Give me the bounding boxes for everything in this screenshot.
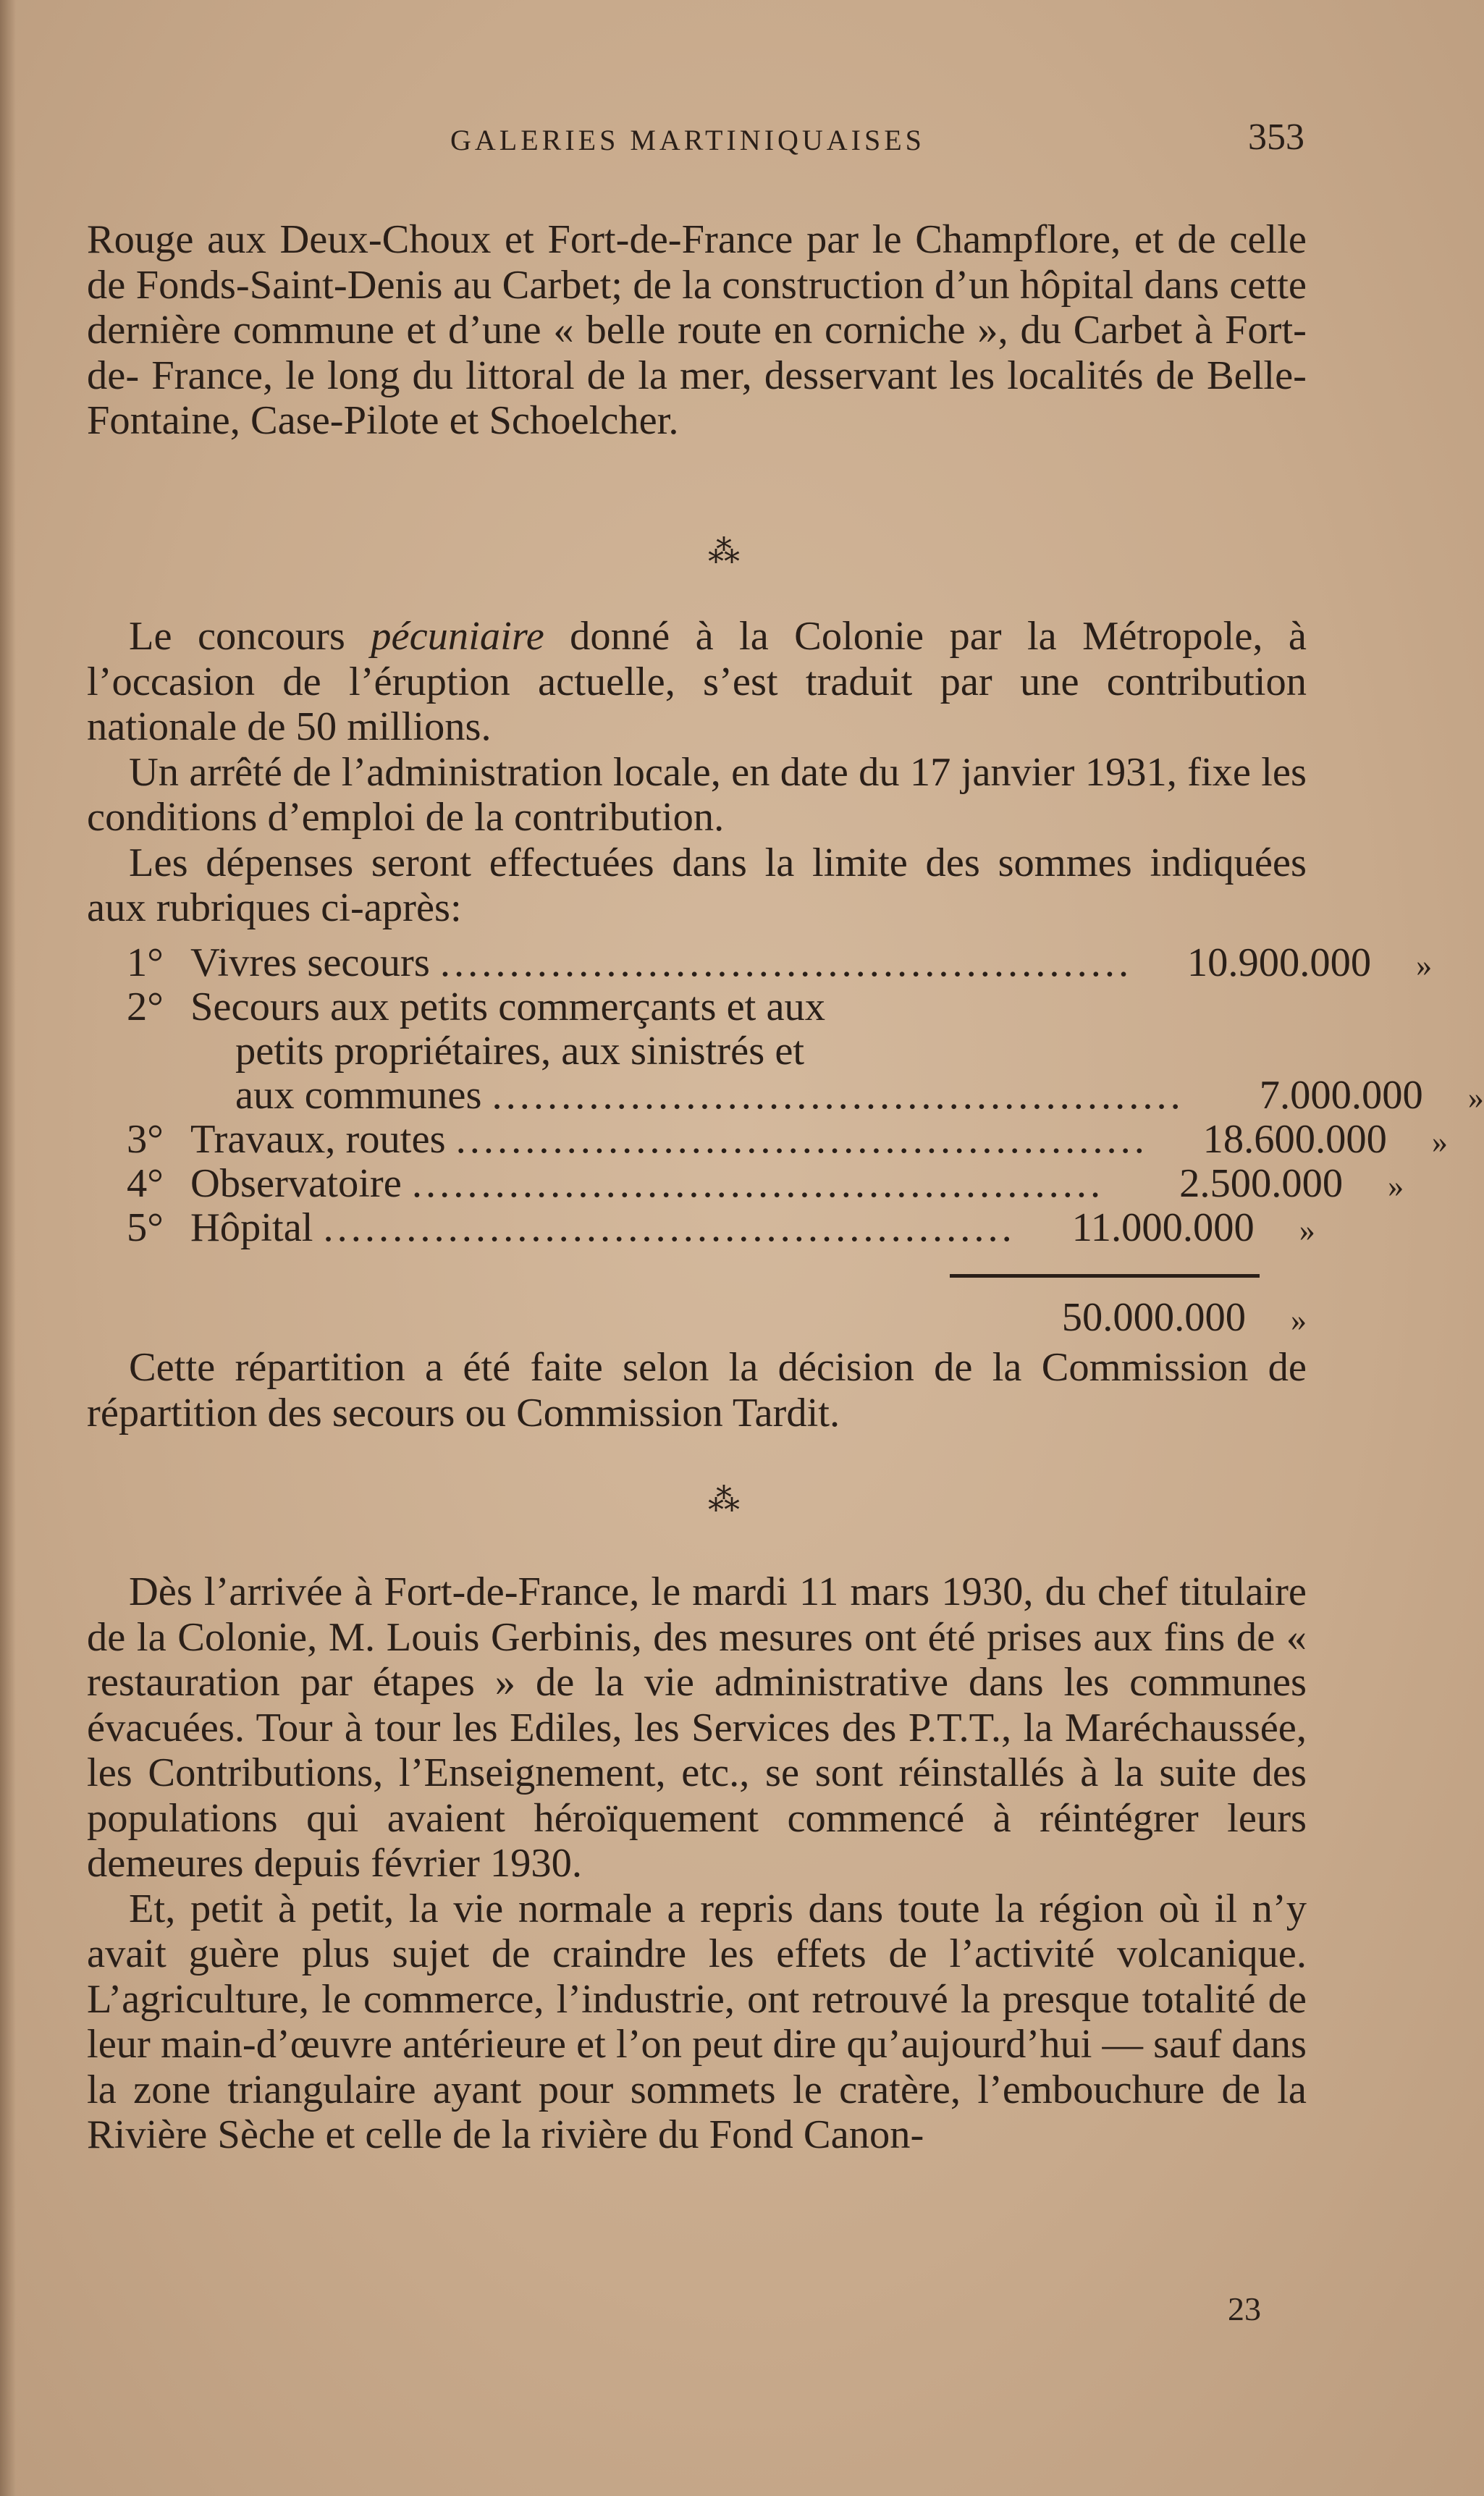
total-row bbox=[127, 1296, 1307, 1340]
item-amount: 11.000.000 bbox=[1071, 1205, 1255, 1250]
total-amount: 50.000.000 bbox=[1061, 1295, 1246, 1340]
page-edge-shadow bbox=[0, 0, 16, 2496]
list-item-continuation bbox=[127, 1029, 1307, 1074]
item-label: Hôpital bbox=[190, 1205, 313, 1250]
item-number: 4° bbox=[127, 1161, 164, 1206]
item-number: 1° bbox=[127, 940, 164, 985]
item-label-continued: petits propriétaires, aux sinistrés et bbox=[235, 1029, 805, 1074]
paragraph-2-emphasis: pécuniaire bbox=[371, 614, 544, 659]
item-amount: 2.500.000 bbox=[1179, 1161, 1344, 1206]
paragraph-4-text: Les dépenses seront effectuées dans la limite des sommes indiquées aux rubriques ci-après: bbox=[87, 840, 1307, 930]
item-amount: 7.000.000 bbox=[1259, 1073, 1423, 1118]
paragraph-5-text: Cette répartition a été faite selon la décision de la Commission de répartition des secours ou Commission Tardit. bbox=[87, 1345, 1307, 1435]
paragraph-3-text: Un arrêté de l’administration locale, en date du 17 janvier 1931, fixe les conditions d’emploi de la contribution. bbox=[87, 749, 1307, 840]
paragraph-1 bbox=[87, 217, 1307, 444]
ditto-mark: » bbox=[1299, 1213, 1315, 1248]
list-item bbox=[127, 1161, 1404, 1206]
item-number: 2° bbox=[127, 985, 164, 1029]
item-label: Secours aux petits commerçants et aux bbox=[190, 985, 826, 1029]
total-line bbox=[127, 1296, 1307, 1340]
item-label: Travaux, routes bbox=[190, 1117, 446, 1162]
paragraph-6-text: Dès l’arrivée à Fort-de-France, le mardi 11 mars 1930, du chef titulaire de la Colonie, M. Louis Gerbinis, des mesures ont été prises aux fins de « restauration par étapes » de la vie administrative dans les communes évacuées. Tour à tour les Ediles, les Services des P.T.T., la Maréchaussée, les Contributions, l’Enseignement, etc., se sont réinstallés à la suite des populations qui avaient héroïquement commencé à réintégrer leurs demeures depuis février 1930. bbox=[87, 1569, 1307, 1886]
dot-leader: .................................................. bbox=[323, 1205, 1016, 1250]
item-amount: 18.600.000 bbox=[1202, 1117, 1387, 1162]
list-item-continuation bbox=[127, 1073, 1484, 1118]
list-item bbox=[127, 985, 1307, 1029]
running-header bbox=[0, 116, 1448, 166]
item-number: 3° bbox=[127, 1117, 164, 1162]
item-label-continued: aux communes bbox=[235, 1073, 482, 1118]
paragraph-6 bbox=[87, 1569, 1307, 2158]
list-item bbox=[127, 1117, 1448, 1162]
paragraph-5 bbox=[87, 1345, 1307, 1435]
asterism-2: ⁂ bbox=[708, 1483, 740, 1518]
ditto-mark: » bbox=[1291, 1302, 1307, 1338]
signature-mark: 23 bbox=[1228, 2290, 1261, 2327]
ditto-mark: » bbox=[1416, 948, 1433, 983]
asterism-1: ⁂ bbox=[708, 534, 740, 570]
paragraph-2-after: donné à la Colonie par la Métropole, à l’occasion de l’éruption actuelle, s’est traduit par une contribution nationale de 50 millions. bbox=[87, 614, 1307, 749]
ditto-mark: » bbox=[1388, 1168, 1404, 1204]
item-label: Vivres secours bbox=[190, 940, 430, 985]
dot-leader: .................................................. bbox=[439, 940, 1133, 985]
ditto-mark: » bbox=[1467, 1080, 1484, 1116]
paragraph-7-text: Et, petit à petit, la vie normale a repris dans toute la région où il n’y avait guère plus sujet de craindre les effets de l’activité volcanique. L’agriculture, le commerce, l’industrie, ont retrouvé la presque totalité de leur main-d’œuvre antérieure et l’on peut dire qu’aujourd’hui — sauf dans la zone triangulaire ayant pour sommets le cratère, l’embouchure de la Rivière Sèche et celle de la rivière du Fond Canon- bbox=[87, 1886, 1307, 2157]
running-title: GALERIES MARTINIQUAISES bbox=[450, 124, 925, 156]
dot-leader: .................................................. bbox=[411, 1161, 1105, 1206]
paragraph-2-before: Le concours bbox=[129, 614, 371, 659]
item-number: 5° bbox=[127, 1205, 164, 1250]
expense-list bbox=[127, 940, 1484, 1250]
page-number: 353 bbox=[1248, 117, 1304, 158]
paragraph-1-text: Rouge aux Deux-Choux et Fort-de-France par le Champflore, et de celle de Fonds-Saint-Denis au Carbet; de la construction d’un hôpital dans cette dernière commune et d’une « belle route en corniche », du Carbet à Fort-de- France, le long du littoral de la mer, desservant les localités de Belle-Fontaine, Case-Pilote et Schoelcher. bbox=[87, 217, 1307, 443]
dot-leader: .................................................. bbox=[492, 1073, 1184, 1118]
item-label: Observatoire bbox=[190, 1161, 402, 1206]
list-item bbox=[127, 940, 1433, 985]
ditto-mark: » bbox=[1431, 1124, 1448, 1160]
dot-leader: .................................................. bbox=[455, 1117, 1148, 1162]
paragraph-2-text bbox=[87, 614, 1307, 750]
paragraph-2 bbox=[87, 614, 1307, 931]
list-item bbox=[127, 1205, 1315, 1250]
item-amount: 10.900.000 bbox=[1186, 940, 1372, 985]
total-rule bbox=[950, 1274, 1260, 1278]
